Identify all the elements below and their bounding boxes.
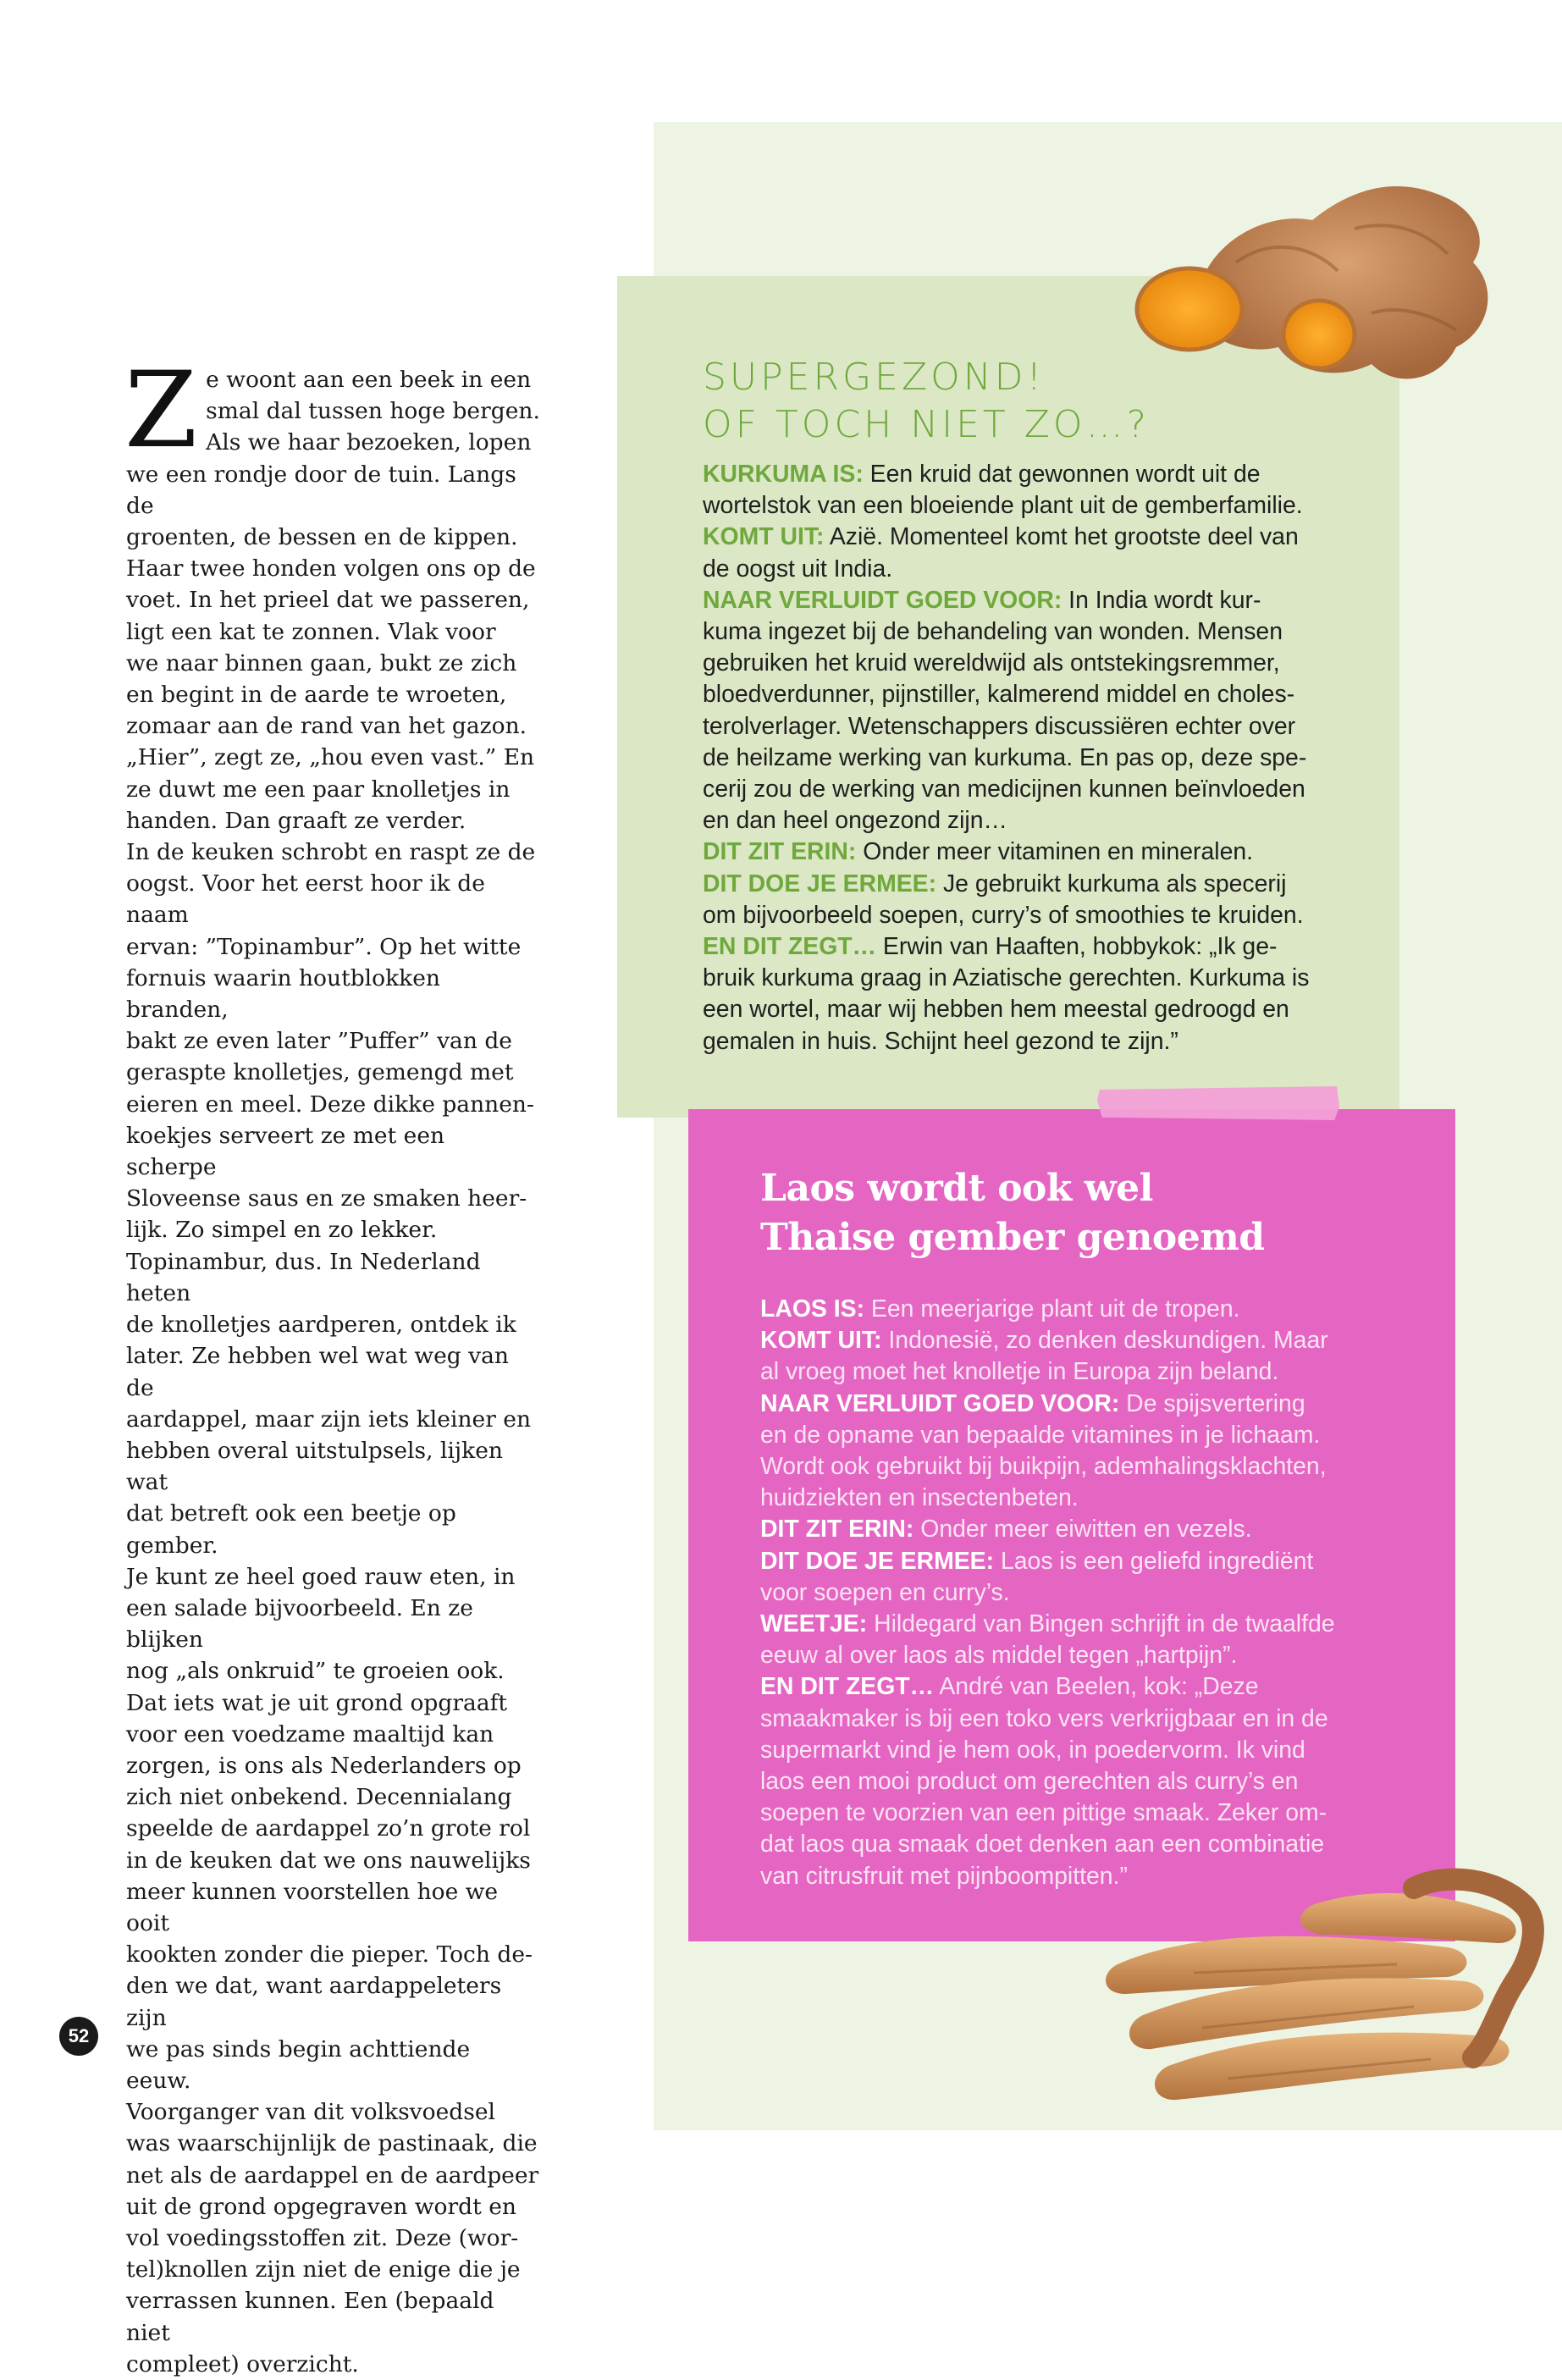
laos-text: voor soepen en curry’s. [760,1578,1010,1606]
galangal-root-image [1092,1837,1549,2142]
kurkuma-text: Onder meer vitaminen en mineralen. [856,838,1254,866]
kurkuma-title-line-1: SUPERGEZOND! [703,356,1046,399]
article-line: compleet) overzicht. [126,2350,359,2377]
kurkuma-text: In India wordt kur- [1062,586,1261,614]
kurkuma-line [703,585,1380,616]
kurkuma-text: de oogst uit India. [703,555,893,583]
article-line: verrassen kunnen. Een (bepaald niet [126,2288,494,2346]
article-line: Als we haar bezoeken, lopen [206,429,532,456]
kurkuma-line [703,459,1380,490]
kurkuma-text: gemalen in huis. Schijnt heel gezond te zijn.” [703,1027,1178,1055]
article-line: oogst. Voor het eerst hoor ik de naam [126,870,485,929]
kurkuma-title-line-2: OF TOCH NIET ZO…? [703,403,1150,446]
laos-label: WEETJE: [760,1610,868,1638]
kurkuma-line [703,554,1380,585]
kurkuma-label: DIT ZIT ERIN: [703,838,857,866]
article-line: en begint in de aarde te wroeten, [126,682,507,709]
laos-label: DIT ZIT ERIN: [760,1516,914,1543]
article-line: we een rondje door de tuin. Langs de [126,461,516,519]
article-line: groenten, de bessen en de kippen. [126,524,518,551]
article-line: voet. In het prieel dat we passeren, [126,587,530,614]
kurkuma-label: DIT DOE JE ERMEE: [703,870,937,897]
article-line: aardappel, maar zijn iets kleiner en [126,1405,532,1433]
kurkuma-label: EN DIT ZEGT… [703,933,877,961]
kurkuma-text: een wortel, maar wij hebben hem meestal gedroogd en [703,996,1289,1024]
laos-line [760,1483,1412,1514]
laos-line [760,1356,1412,1388]
laos-text: huidziekten en insectenbeten. [760,1484,1079,1512]
article-line: koekjes serveert ze met een scherpe [126,1122,445,1181]
article-line: uit de grond opgegraven wordt en [126,2193,516,2220]
kurkuma-line [703,648,1380,679]
laos-box-body [760,1294,1412,1892]
page-number: 52 [59,2017,98,2056]
laos-text: Wordt ook gebruikt bij buikpijn, ademhalingsklachten, [760,1453,1327,1481]
article-line: fornuis waarin houtblokken branden, [126,964,440,1024]
article-line: Topinambur, dus. In Nederland heten [126,1248,481,1306]
laos-title-line-2: Thaise gember genoemd [760,1216,1265,1259]
article-line: tel)knollen zijn niet de enige die je [126,2256,521,2283]
drop-cap: Z [124,350,198,472]
article-line: speelde de aardappel zo’n grote rol [126,1815,531,1842]
kurkuma-line [703,869,1380,900]
article-line: een salade bijvoorbeeld. En ze blijken [126,1594,473,1654]
article-line: „Hier”, zegt ze, „hou even vast.” En [126,744,535,771]
kurkuma-label: KOMT UIT: [703,523,825,551]
kurkuma-line [703,490,1380,522]
article-line: de knolletjes aardperen, ontdek ik [126,1311,516,1339]
laos-line [760,1766,1412,1797]
article-line: ervan: ”Topinambur”. Op het witte [126,933,522,960]
article-line: e woont aan een beek in een [206,367,532,393]
laos-label: NAAR VERLUIDT GOED VOOR: [760,1389,1120,1417]
laos-text: soepen te voorzien van een pittige smaak. Zeker om- [760,1799,1327,1827]
article-body [124,350,541,2380]
kurkuma-line [703,522,1380,553]
article-line: lijk. Zo simpel en zo lekker. [126,1217,438,1244]
kurkuma-text: Azië. Momenteel komt het grootste deel van [824,523,1299,551]
laos-line [760,1546,1412,1577]
laos-text: Hildegard van Bingen schrijft in de twaalfde [867,1610,1335,1638]
laos-text: Onder meer eiwitten en vezels. [913,1516,1252,1543]
article-line: we naar binnen gaan, bukt ze zich [126,649,517,676]
article-line: we pas sinds begin achttiende eeuw. [126,2035,471,2094]
laos-text: al vroeg moet het knolletje in Europa zijn beland. [760,1358,1279,1386]
kurkuma-label: NAAR VERLUIDT GOED VOOR: [703,586,1062,614]
laos-line [760,1577,1412,1609]
laos-line [760,1797,1412,1829]
laos-text: Laos is een geliefd ingrediënt [994,1547,1314,1575]
kurkuma-line [703,931,1380,963]
article-line: zich niet onbekend. Decennialang [126,1784,512,1811]
article-line: later. Ze hebben wel wat weg van de [126,1343,509,1401]
article-line: voor een voedzame maaltijd kan [126,1720,494,1748]
kurkuma-box-title [703,354,1295,449]
laos-text: Een meerjarige plant uit de tropen. [864,1295,1240,1323]
article-line: zorgen, is ons als Nederlanders op [126,1752,522,1779]
article-line: ligt een kat te zonnen. Vlak voor [126,618,496,645]
article-line: vol voedingsstoffen zit. Deze (wor- [126,2224,519,2251]
laos-text: dat laos qua smaak doet denken aan een combinatie [760,1831,1325,1858]
kurkuma-line [703,900,1380,931]
laos-line [760,1514,1412,1545]
kurkuma-line [703,774,1380,805]
article-line: Haar twee honden volgen ons op de [126,555,536,583]
article-line: bakt ze even later ”Puffer” van de [126,1028,512,1055]
article-line: den we dat, want aardappeleters zijn [126,1973,502,2031]
kurkuma-line [703,679,1380,710]
kurkuma-text: cerij zou de werking van medicijnen kunnen beïnvloeden [703,776,1305,803]
kurkuma-line [703,994,1380,1025]
laos-line [760,1420,1412,1451]
tape-strip [1097,1086,1339,1120]
laos-label: EN DIT ZEGT… [760,1673,935,1701]
kurkuma-line [703,837,1380,868]
kurkuma-text: bruik kurkuma graag in Aziatische gerechten. Kurkuma is [703,964,1310,992]
kurkuma-text: om bijvoorbeeld soepen, curry’s of smoothies te kruiden. [703,901,1304,929]
laos-text: laos een mooi product om gerechten als curry’s en [760,1768,1299,1796]
kurkuma-line [703,743,1380,774]
kurkuma-text: terolverlager. Wetenschappers discussiëren echter over [703,712,1296,740]
kurkuma-text: Je gebruikt kurkuma als specerij [936,870,1287,897]
article-line: in de keuken dat we ons nauwelijks [126,1847,531,1874]
laos-box-title [760,1164,1404,1262]
kurkuma-line [703,805,1380,837]
kurkuma-text: bloedverdunner, pijnstiller, kalmerend middel en choles- [703,681,1295,709]
article-line: kookten zonder die pieper. Toch de- [126,1941,533,1969]
kurkuma-line [703,616,1380,648]
kurkuma-line [703,963,1380,994]
article-line: eieren en meel. Deze dikke pannen- [126,1091,534,1118]
laos-line [760,1325,1412,1356]
kurkuma-text: gebruiken het kruid wereldwijd als ontstekingsremmer, [703,649,1280,677]
article-line: Sloveense saus en ze smaken heer- [126,1185,527,1212]
laos-text: Indonesië, zo denken deskundigen. Maar [881,1327,1328,1355]
article-line: In de keuken schrobt en raspt ze de [126,839,536,866]
kurkuma-box-body [703,459,1380,1057]
article-line: hebben overal uitstulpsels, lijken wat [126,1437,503,1496]
kurkuma-text: wortelstok van een bloeiende plant uit de gemberfamilie. [703,492,1303,520]
article-line: smal dal tussen hoge bergen. [206,398,540,425]
article-line: net als de aardappel en de aardpeer [126,2162,539,2189]
kurkuma-text: Een kruid dat gewonnen wordt uit de [863,461,1261,488]
laos-title-line-1: Laos wordt ook wel [760,1167,1153,1210]
laos-line [760,1609,1412,1640]
article-line: Voorganger van dit volksvoedsel [126,2099,496,2126]
laos-line [760,1294,1412,1325]
article-line: meer kunnen voorstellen hoe we ooit [126,1878,499,1936]
article-line: zomaar aan de rand van het gazon. [126,713,527,740]
article-line: Je kunt ze heel goed rauw eten, in [126,1563,516,1590]
laos-label: KOMT UIT: [760,1327,882,1355]
kurkuma-text: Erwin van Haaften, hobbykok: „Ik ge- [876,933,1278,961]
kurkuma-text: en dan heel ongezond zijn… [703,807,1007,835]
kurkuma-text: kuma ingezet bij de behandeling van wonden. Mensen [703,618,1283,646]
article-line: nog „als onkruid” te groeien ook. [126,1658,505,1685]
laos-text: André van Beelen, kok: „Deze [934,1673,1259,1701]
kurkuma-line [703,1026,1380,1057]
article-line: handen. Dan graaft ze verder. [126,807,466,834]
laos-text: eeuw al over laos als middel tegen „hartpijn”. [760,1642,1238,1670]
article-line: dat betreft ook een beetje op gember. [126,1500,456,1559]
laos-text: en de opname van bepaalde vitamines in je lichaam. [760,1421,1321,1449]
laos-line [760,1451,1412,1483]
article-line: was waarschijnlijk de pastinaak, die [126,2130,538,2157]
laos-text: smaakmaker is bij een toko vers verkrijgbaar en in de [760,1704,1328,1732]
laos-text: De spijsvertering [1119,1389,1305,1417]
kurkuma-label: KURKUMA IS: [703,461,864,488]
laos-text: van citrusfruit met pijnboompitten.” [760,1862,1128,1890]
article-line: geraspte knolletjes, gemengd met [126,1059,514,1086]
kurkuma-line [703,711,1380,743]
laos-line [760,1704,1412,1735]
laos-label: DIT DOE JE ERMEE: [760,1547,995,1575]
kurkuma-text: de heilzame werking van kurkuma. En pas op, deze spe- [703,743,1307,771]
laos-label: LAOS IS: [760,1295,865,1323]
article-line: Dat iets wat je uit grond opgraaft [126,1689,508,1716]
article-text [124,350,541,2380]
laos-line [760,1671,1412,1703]
laos-line [760,1735,1412,1766]
laos-text: supermarkt vind je hem ook, in poedervorm. Ik vind [760,1736,1305,1764]
laos-line [760,1640,1412,1671]
article-line: ze duwt me een paar knolletjes in [126,776,511,803]
laos-line [760,1389,1412,1420]
